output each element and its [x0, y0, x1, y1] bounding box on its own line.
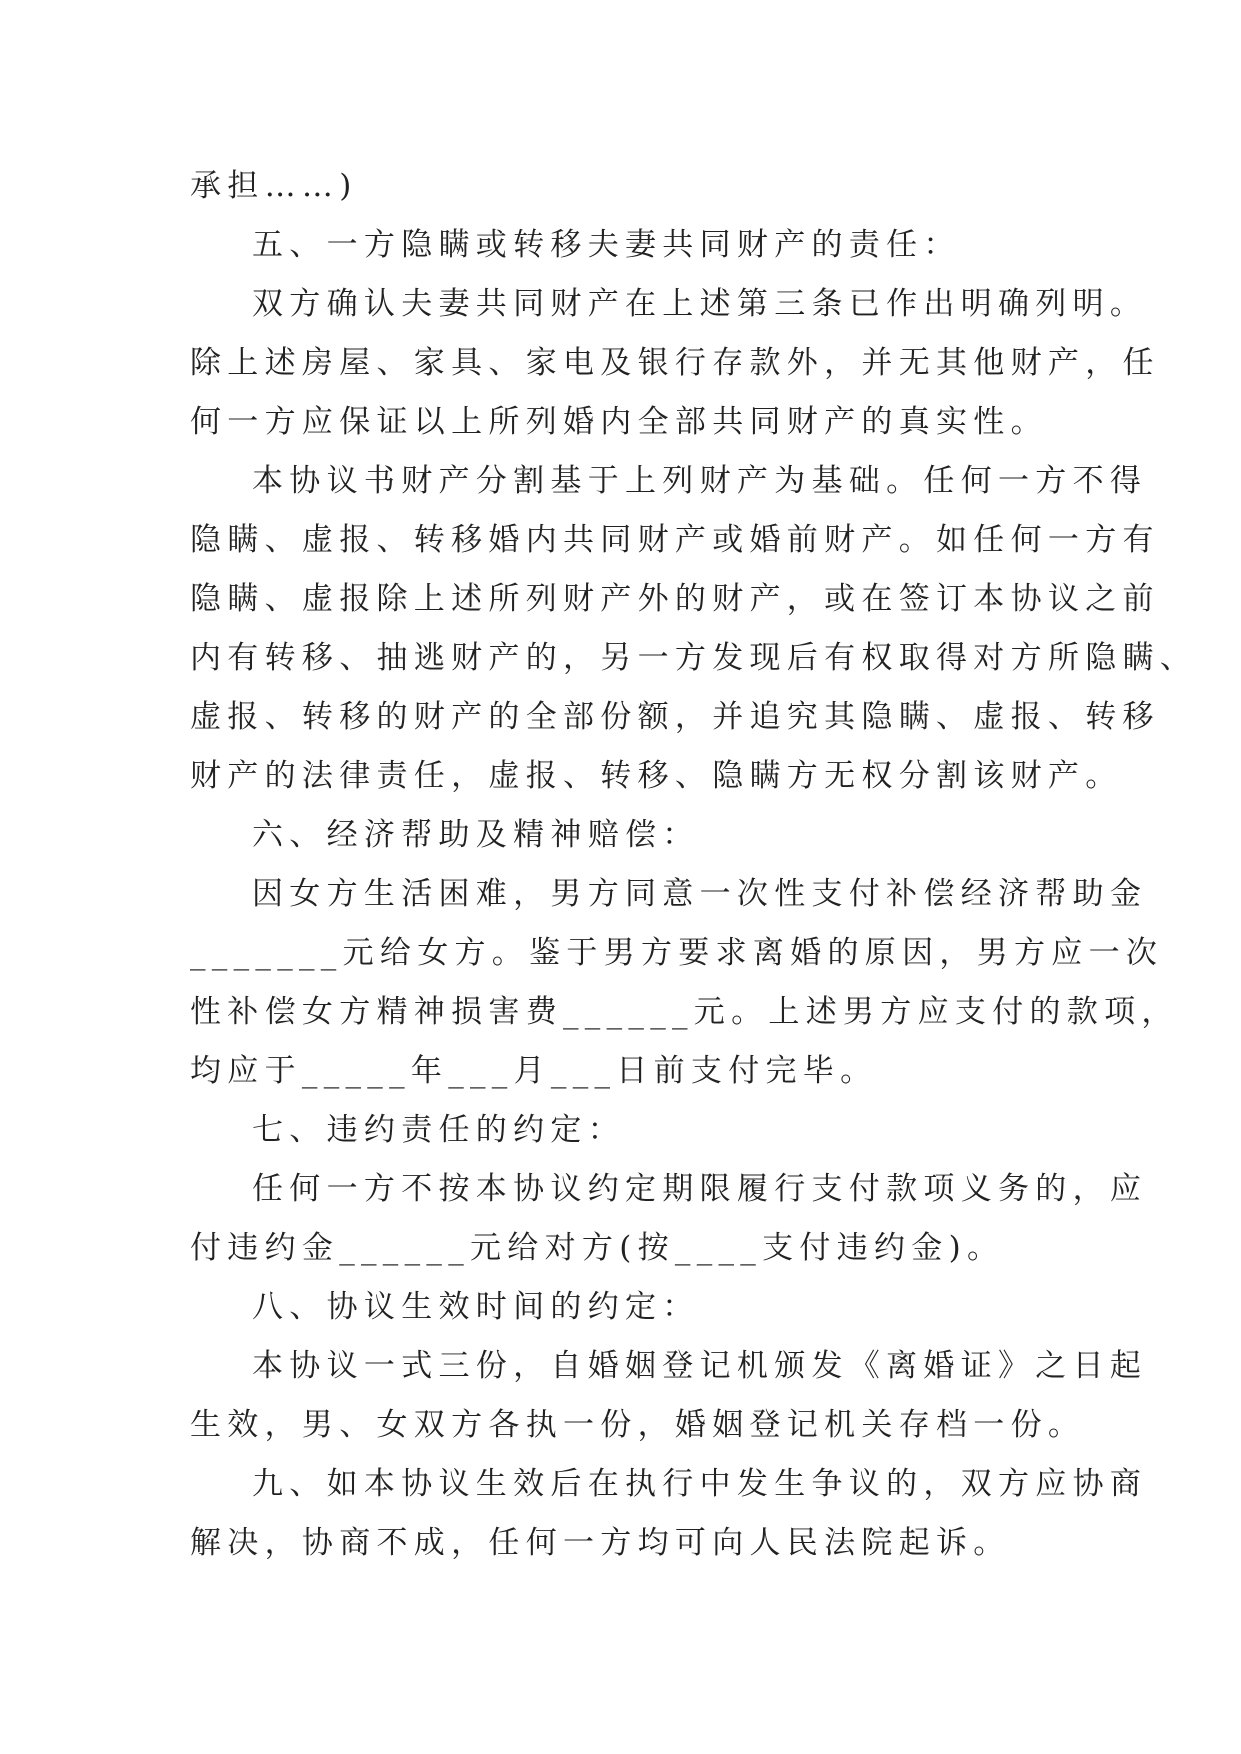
section-heading: 七、违约责任的约定： — [252, 1112, 625, 1148]
text-line: 财产的法律责任，虚报、转移、隐瞒方无权分割该财产。 — [190, 758, 1123, 794]
section-heading: 八、协议生效时间的约定： — [252, 1289, 700, 1325]
text-line: 虚报、转移的财产的全部份额，并追究其隐瞒、虚报、转移 — [190, 699, 1160, 735]
text-line: 除上述房屋、家具、家电及银行存款外，并无其他财产，任 — [190, 345, 1160, 381]
text-line: 因女方生活困难，男方同意一次性支付补偿经济帮助金 — [252, 876, 1148, 912]
text-line: 性补偿女方精神损害费______元。上述男方应支付的款项， — [190, 994, 1179, 1030]
text-line: 解决，协商不成，任何一方均可向人民法院起诉。 — [190, 1525, 1011, 1561]
section-heading: 六、经济帮助及精神赔偿： — [252, 817, 700, 853]
text-line: 本协议一式三份，自婚姻登记机颁发《离婚证》之日起 — [252, 1348, 1148, 1384]
text-line: 内有转移、抽逃财产的，另一方发现后有权取得对方所隐瞒、 — [190, 640, 1198, 676]
section-heading: 五、一方隐瞒或转移夫妻共同财产的责任： — [252, 227, 961, 263]
text-line: 双方确认夫妻共同财产在上述第三条已作出明确列明。 — [252, 286, 1148, 322]
text-line: 均应于_____年___月___日前支付完毕。 — [190, 1053, 878, 1089]
text-line: 隐瞒、虚报、转移婚内共同财产或婚前财产。如任何一方有 — [190, 522, 1160, 558]
text-line: 何一方应保证以上所列婚内全部共同财产的真实性。 — [190, 404, 1048, 440]
text-line: 隐瞒、虚报除上述所列财产外的财产，或在签订本协议之前 — [190, 581, 1160, 617]
text-line: 付违约金______元给对方(按____支付违约金)。 — [190, 1230, 1005, 1266]
text-line: 承担……) — [190, 168, 358, 204]
section-heading: 九、如本协议生效后在执行中发生争议的，双方应协商 — [252, 1466, 1148, 1502]
text-line: _______元给女方。鉴于男方要求离婚的原因，男方应一次 — [190, 935, 1164, 971]
text-line: 任何一方不按本协议约定期限履行支付款项义务的，应 — [252, 1171, 1148, 1207]
text-line: 本协议书财产分割基于上列财产为基础。任何一方不得 — [252, 463, 1148, 499]
text-line: 生效，男、女双方各执一份，婚姻登记机关存档一份。 — [190, 1407, 1086, 1443]
